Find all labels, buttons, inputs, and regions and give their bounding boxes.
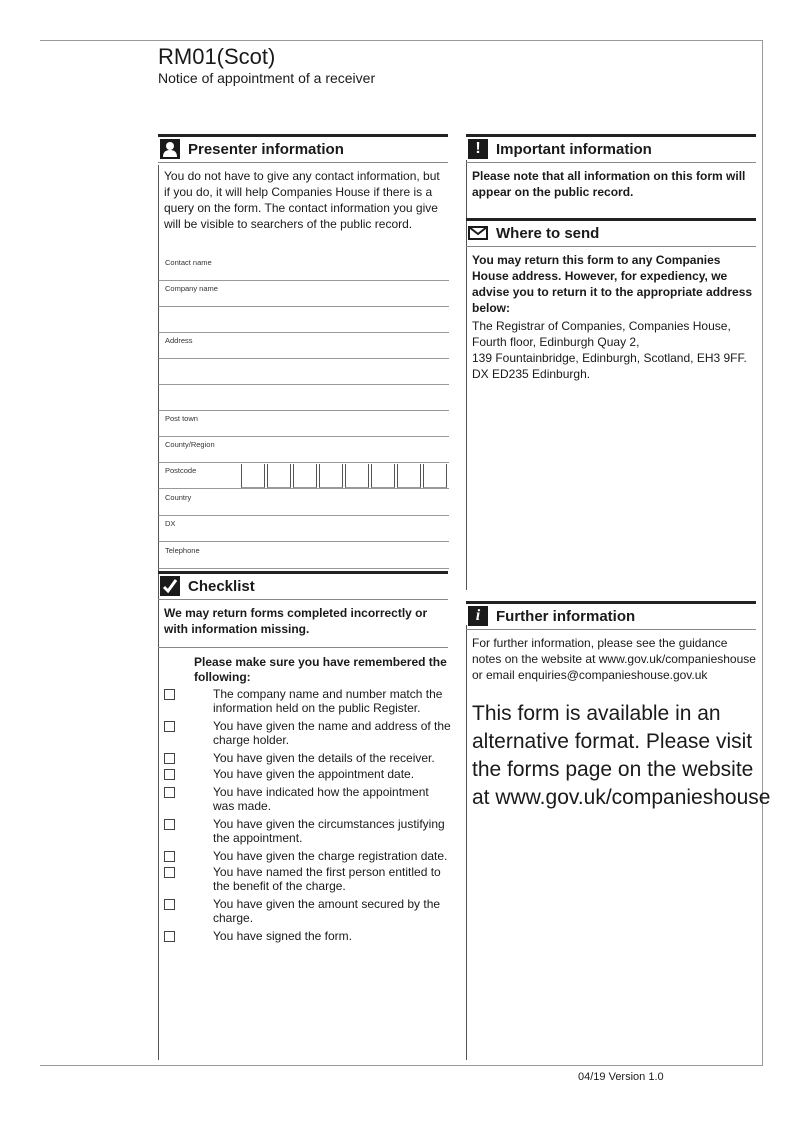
checklist-divider [158, 647, 448, 648]
where-lead: You may return this form to any Companies House address. However, for expediency, we advise you to return it to the appropriate address below: [472, 253, 753, 315]
info-icon: i [468, 606, 488, 626]
post-town-label: Post town [165, 414, 198, 423]
checklist-item-text: You have given the details of the receiver. [213, 751, 435, 765]
further-heading [468, 606, 635, 626]
checkbox[interactable] [164, 721, 175, 732]
checkbox[interactable] [164, 753, 175, 764]
checklist-item-text: You have signed the form. [213, 929, 352, 943]
exclamation-icon: ! [468, 139, 488, 159]
postcode-box-5[interactable] [345, 464, 369, 488]
checkbox[interactable] [164, 769, 175, 780]
presenter-bar [158, 134, 448, 137]
checklist-lead: Please make sure you have remembered the following: [194, 655, 447, 684]
checklist-item-text: You have given the name and address of the charge holder. [213, 719, 451, 747]
important-underline [466, 162, 756, 163]
postcode-box-6[interactable] [371, 464, 395, 488]
person-icon [160, 139, 180, 159]
where-heading-text: Where to send [496, 224, 600, 242]
checklist-item-text: You have given the appointment date. [213, 767, 415, 781]
country-field[interactable] [158, 490, 449, 516]
contact-name-field[interactable] [158, 255, 449, 281]
telephone-field[interactable] [158, 543, 449, 569]
checklist-heading [160, 576, 255, 596]
postcode-box-2[interactable] [267, 464, 291, 488]
checklist-item-text: You have indicated how the appointment was made. [213, 785, 429, 813]
postcode-box-7[interactable] [397, 464, 421, 488]
address-field-2[interactable] [158, 359, 449, 385]
address-field-3[interactable] [158, 385, 449, 411]
right-column-rule-lower [466, 625, 467, 1060]
dx-label: DX [165, 519, 176, 528]
further-heading-text: Further information [496, 607, 636, 625]
version-label: 04/19 Version 1.0 [578, 1071, 664, 1083]
checkbox[interactable] [164, 819, 175, 830]
checklist-underline [158, 599, 448, 600]
county-region-field[interactable] [158, 437, 449, 463]
alternative-format-notice: This form is available in an alternative format. Please visit the forms page on the website at www.gov.uk/companieshouse [472, 702, 771, 809]
presenter-intro: You do not have to give any contact information, but if you do, it will help Companies House if there is a query on the form. The contact information you give will be visible to searchers of the public record. [164, 169, 440, 231]
checklist-item-text: You have named the first person entitled to the benefit of the charge. [213, 865, 441, 893]
checkbox[interactable] [164, 689, 175, 700]
right-rule [762, 40, 763, 1066]
postcode-box-8[interactable] [423, 464, 447, 488]
important-heading [468, 139, 652, 159]
further-text: For further information, please see the guidance notes on the website at www.gov.uk/companieshouse or email enquiries@companieshouse.gov.uk [472, 636, 756, 682]
postcode-box-4[interactable] [319, 464, 343, 488]
checklist-item-text: You have given the charge registration date. [213, 849, 448, 863]
where-address-3: 139 Fountainbridge, Edinburgh, Scotland, EH3 9FF. [472, 351, 747, 365]
address-field[interactable] [158, 333, 449, 359]
right-column-rule [466, 160, 467, 590]
bottom-rule [40, 1065, 762, 1066]
post-town-field[interactable] [158, 411, 449, 437]
address-label: Address [165, 336, 193, 345]
presenter-underline [158, 162, 448, 163]
checklist-item-text: The company name and number match the information held on the public Register. [213, 687, 443, 715]
further-bar [466, 601, 756, 604]
where-address-4: DX ED235 Edinburgh. [472, 367, 591, 381]
telephone-label: Telephone [165, 546, 200, 555]
checklist-item-text: You have given the amount secured by the charge. [213, 897, 441, 925]
checkbox[interactable] [164, 787, 175, 798]
where-address-2: Fourth floor, Edinburgh Quay 2, [472, 335, 640, 349]
important-bar [466, 134, 756, 137]
checkbox[interactable] [164, 931, 175, 942]
contact-name-label: Contact name [165, 258, 212, 267]
country-label: Country [165, 493, 192, 502]
postcode-label: Postcode [165, 466, 197, 475]
postcode-box-3[interactable] [293, 464, 317, 488]
checkbox[interactable] [164, 851, 175, 862]
company-name-label: Company name [165, 284, 218, 293]
top-rule [40, 40, 762, 41]
checkbox[interactable] [164, 867, 175, 878]
company-name-field-2[interactable] [158, 307, 449, 333]
county-region-label: County/Region [165, 440, 215, 449]
form-title: Notice of appointment of a receiver [158, 70, 376, 86]
checklist-intro: We may return forms completed incorrectly or with information missing. [164, 606, 428, 636]
presenter-heading [160, 139, 344, 159]
checklist-bar [158, 571, 448, 574]
where-heading [468, 223, 599, 243]
further-underline [466, 629, 756, 630]
important-text: Please note that all information on this form will appear on the public record. [472, 169, 746, 199]
presenter-heading-text: Presenter information [188, 140, 344, 158]
checkbox[interactable] [164, 899, 175, 910]
form-code: RM01(Scot) [158, 44, 276, 69]
company-name-field[interactable] [158, 281, 449, 307]
where-underline [466, 246, 756, 247]
envelope-icon [468, 223, 488, 243]
important-heading-text: Important information [496, 140, 652, 158]
postcode-box-1[interactable] [241, 464, 265, 488]
where-address-1: The Registrar of Companies, Companies House, [472, 319, 731, 333]
checklist-heading-text: Checklist [188, 577, 255, 595]
dx-field[interactable] [158, 516, 449, 542]
checkmark-icon [160, 576, 180, 596]
where-bar [466, 218, 756, 221]
checklist-item-text: You have given the circumstances justifying the appointment. [213, 817, 445, 845]
